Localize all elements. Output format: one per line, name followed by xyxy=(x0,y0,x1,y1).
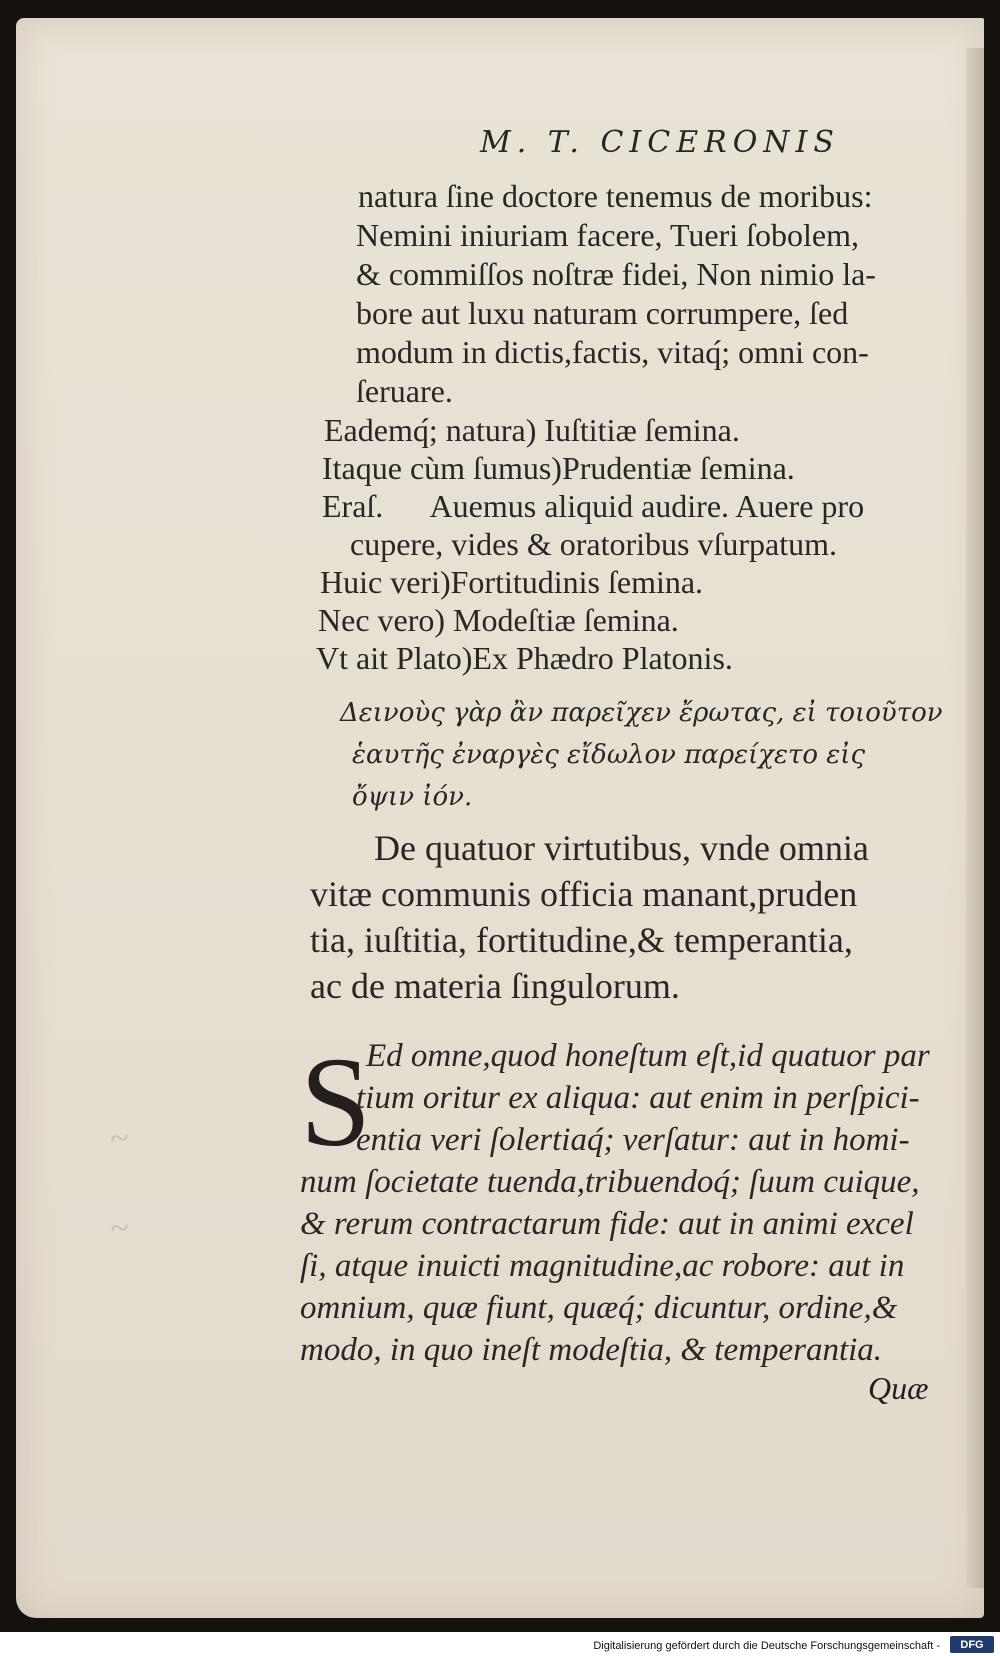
page-edge xyxy=(966,48,984,1588)
footer-bar xyxy=(0,1632,1000,1656)
text-line: Nemini iniuriam facere, Tueri ſobolem, xyxy=(356,217,859,253)
running-head: M. T. CICERONIS xyxy=(480,125,840,160)
section-heading-line: ac de materia ſingulorum. xyxy=(310,966,680,1006)
note-line: Huic veri)Fortitudinis ſemina. xyxy=(320,564,704,600)
catchword: Quæ xyxy=(868,1370,929,1406)
section-heading-line: tia, iuſtitia, fortitudine,& temperantia, xyxy=(310,920,853,960)
footer-credit: Digitalisierung gefördert durch die Deutsche Forschungsgemeinschaft - xyxy=(593,1640,940,1652)
note-line: Nec vero) Modeſtiæ ſemina. xyxy=(318,602,679,638)
note-line: Vt ait Plato)Ex Phædro Platonis. xyxy=(316,640,733,676)
note-line: Eademq́; natura) Iuſtitiæ ſemina. xyxy=(324,412,740,448)
italic-line: modo, in quo ineſt modeſtia, & temperantia. xyxy=(300,1332,883,1368)
section-heading-line: De quatuor virtutibus, vnde omnia xyxy=(374,828,869,868)
note-line: Itaque cùm ſumus)Prudentiæ ſemina. xyxy=(322,450,795,486)
italic-line: entia veri ſolertiaq́; verſatur: aut in homi- xyxy=(356,1122,910,1158)
text-line: natura ſine doctore tenemus de moribus: xyxy=(358,178,873,214)
italic-line: Ed omne,quod honeſtum eſt,id quatuor par xyxy=(366,1038,930,1074)
italic-line: omnium, quæ fiunt, quæq́; dicuntur, ordine,& xyxy=(300,1290,898,1326)
italic-line: ſi, atque inuicti magnitudine,ac robore: aut in xyxy=(300,1248,905,1284)
greek-line: Δεινοὺς γὰρ ἂν παρεῖχεν ἔρωτας, εἰ τοιοῦτον xyxy=(340,698,943,728)
bleed-through-mark: ~ xyxy=(108,1119,130,1158)
note-line: cupere, vides & oratoribus vſurpatum. xyxy=(350,526,837,562)
italic-line: tium oritur ex aliqua: aut enim in perſpici- xyxy=(356,1080,920,1116)
dfg-logo: DFG xyxy=(950,1636,994,1653)
section-heading-line: vitæ communis officia manant,pruden xyxy=(310,874,858,914)
greek-line: ἑαυτῆς ἐναργὲς εἴδωλον παρείχετο εἰς xyxy=(352,740,866,770)
greek-line: ὄψιν ἰόν. xyxy=(352,782,473,812)
bleed-through-mark: ~ xyxy=(108,1209,130,1248)
note-line: Eraſ. Auemus aliquid audire. Auere pro xyxy=(322,488,865,524)
italic-line: & rerum contractarum fide: aut in animi excel xyxy=(300,1206,914,1242)
italic-line: num ſocietate tuenda,tribuendoq́; ſuum cuique, xyxy=(300,1164,920,1200)
drop-cap: S xyxy=(300,1031,372,1173)
text-line: modum in dictis,factis, vitaq́; omni con- xyxy=(356,334,869,370)
text-line: ſeruare. xyxy=(356,373,453,409)
text-line: & commiſſos noſtræ fidei, Non nimio la- xyxy=(356,256,876,292)
text-line: bore aut luxu naturam corrumpere, ſed xyxy=(356,295,849,331)
